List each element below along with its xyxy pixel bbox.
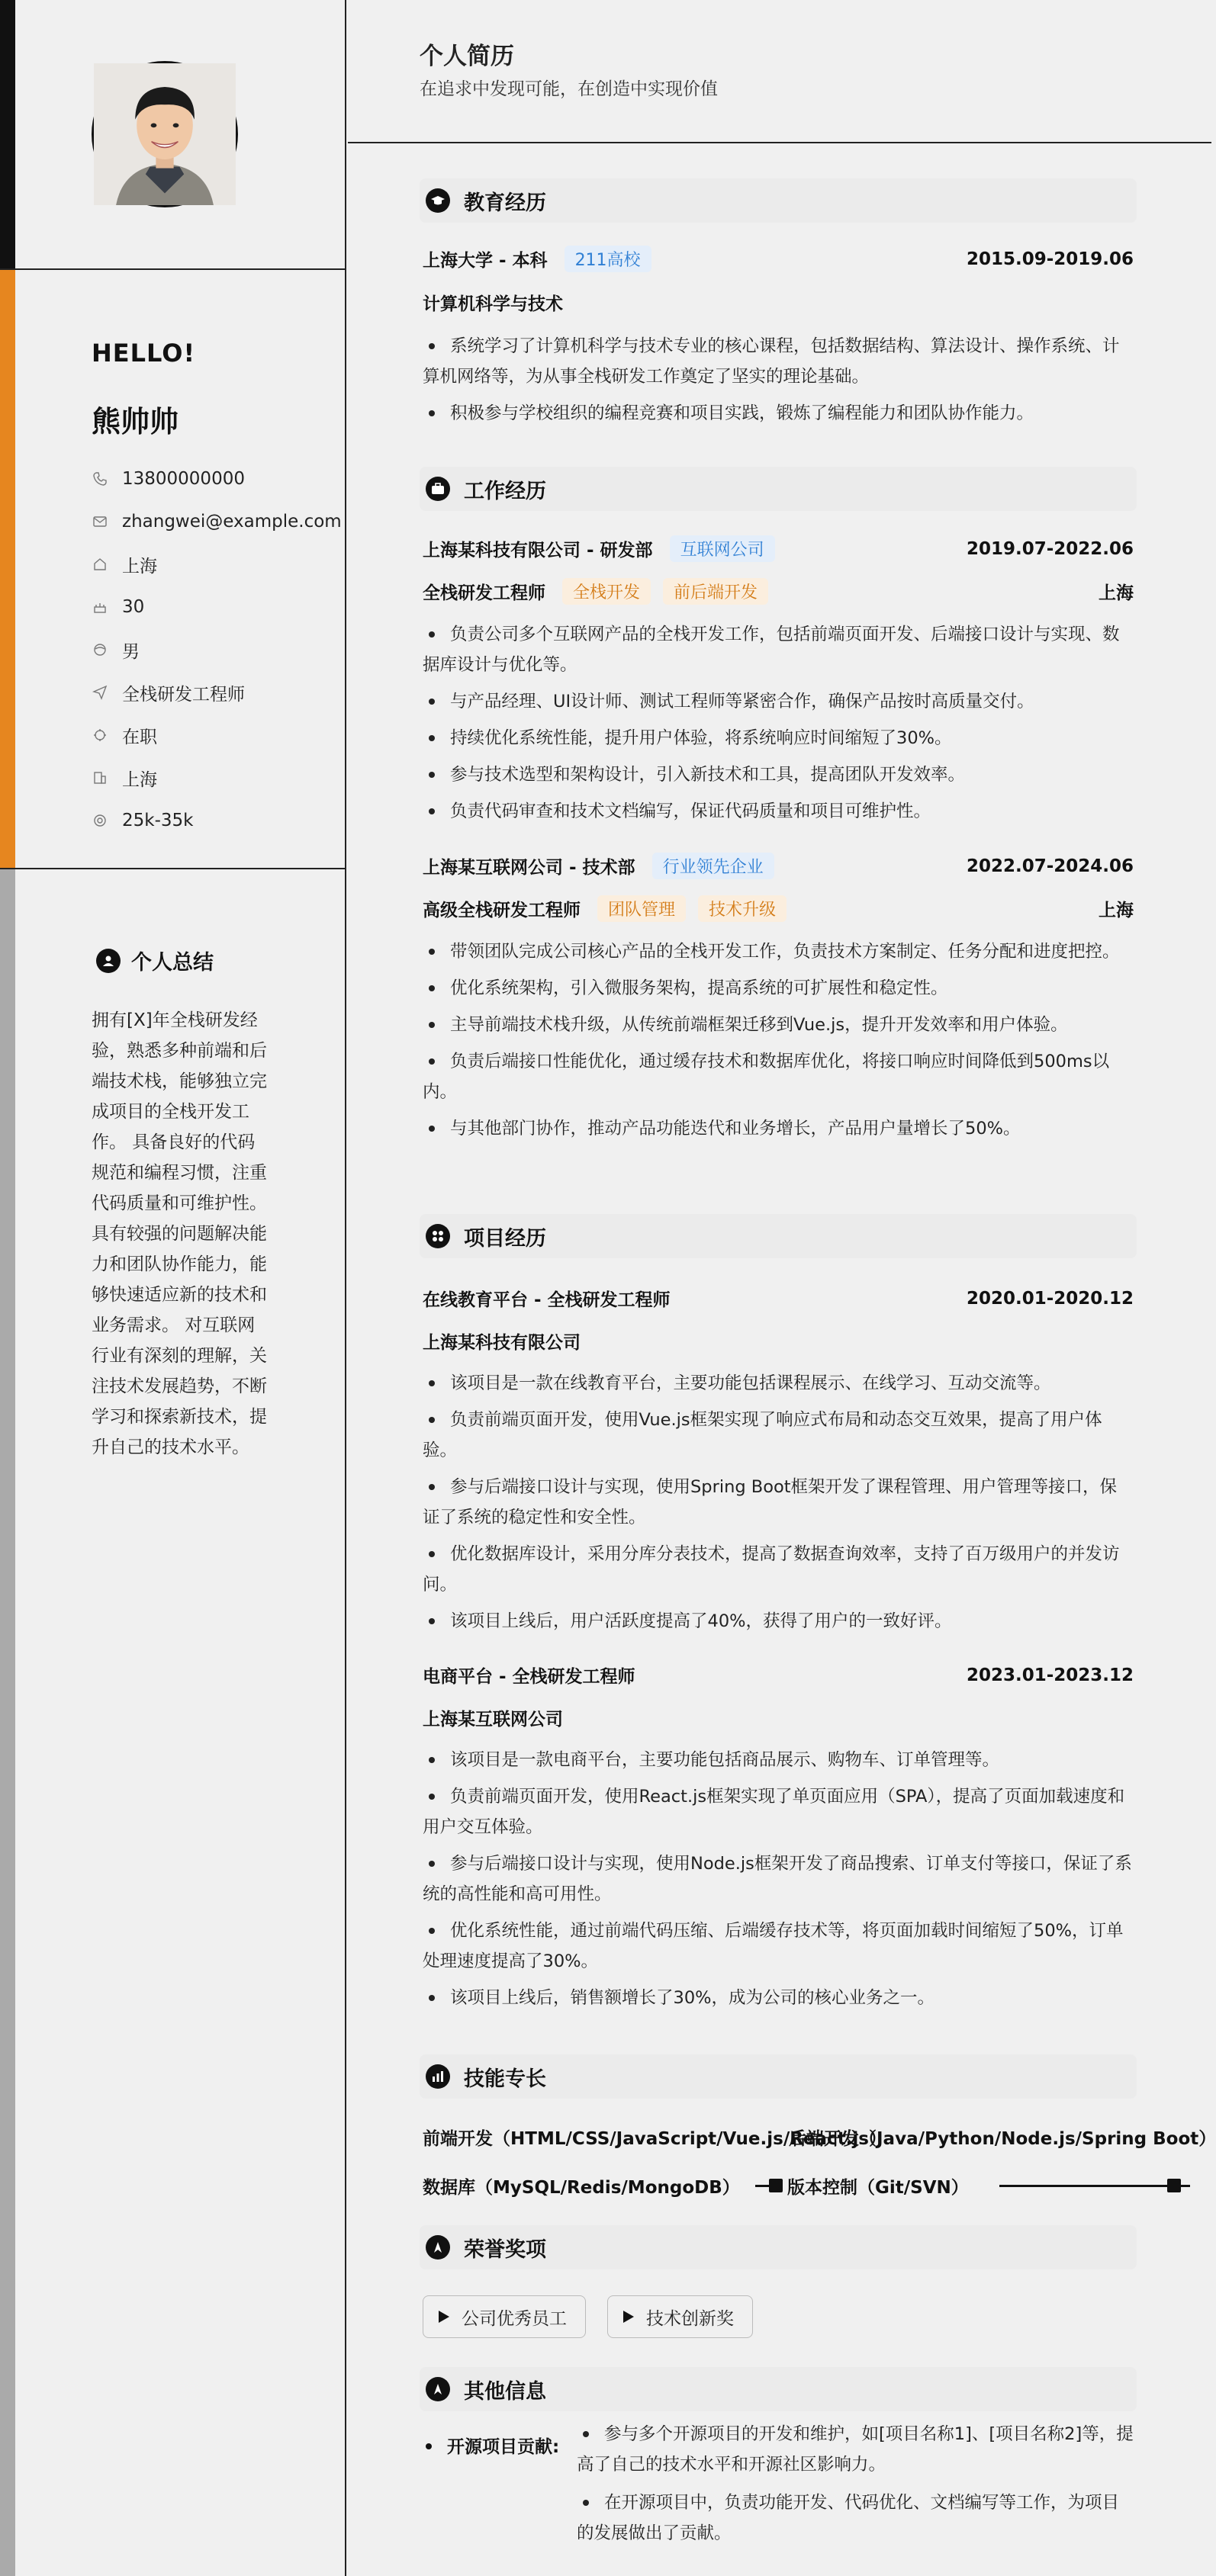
section-skills-title: 技能专长 — [464, 2067, 546, 2091]
summary-title — [96, 946, 214, 975]
sidebar-divider — [0, 868, 346, 869]
play-icon — [623, 2311, 634, 2323]
user-icon — [96, 949, 121, 973]
education-row — [423, 246, 1134, 272]
skill-vcs-bar — [999, 2185, 1190, 2187]
job-1-company: 上海某科技有限公司 - 研发部 — [423, 541, 653, 560]
section-skills-header — [420, 2054, 1137, 2099]
job-2-header — [423, 853, 1134, 879]
education-date: 2015.09-2019.06 — [966, 249, 1134, 269]
hello-heading: HELLO! — [92, 339, 196, 368]
section-projects-header — [420, 1214, 1137, 1258]
job-2-role-tag: 团队管理 — [597, 895, 686, 922]
other-bullet-dot — [426, 2443, 432, 2449]
contact-info-list — [92, 458, 342, 842]
job-2-role-row — [423, 895, 1134, 922]
skill-vcs — [787, 2173, 1190, 2199]
project-2-name: 电商平台 - 全栈研发工程师 — [423, 1667, 635, 1687]
gender-icon — [92, 641, 108, 658]
project-1-name: 在线教育平台 - 全栈研发工程师 — [423, 1290, 671, 1310]
home-icon — [92, 556, 108, 573]
summary-title-text: 个人总结 — [131, 951, 214, 975]
job-1-bullets — [423, 619, 1134, 833]
list-item: 该项目是一款在线教育平台，主要功能包括课程展示、在线学习、互动交流等。 — [423, 1368, 1134, 1399]
summary-text: 拥有[X]年全栈研发经验，熟悉多种前端和后端技术栈，能够独立完成项目的全栈开发工作。 具备良好的代码规范和编程习惯，注重代码质量和可维护性。 具有较强的问题解决能力和团队协作能力，能够快速适应新的技术和业务需求。 对互联网行业有深刻的理解，关注技术发展趋势，不断学习和探索新技术，提升自己的技术水平。 — [92, 1010, 267, 1457]
job-2-company: 上海某互联网公司 - 技术部 — [423, 858, 635, 878]
info-salary — [92, 799, 342, 842]
skill-database-bar — [755, 2185, 777, 2187]
list-item: 积极参与学校组织的编程竞赛和项目实践，锻炼了编程能力和团队协作能力。 — [423, 398, 1134, 429]
job-2-tag: 行业领先企业 — [652, 853, 774, 879]
info-status — [92, 714, 342, 756]
list-item: 主导前端技术栈升级，从传统前端框架迁移到Vue.js，提升开发效率和用户体验。 — [423, 1010, 1134, 1040]
list-item: 系统学习了计算机科学与技术专业的核心课程，包括数据结构、算法设计、操作系统、计算机网络等，为从事全栈研发工作奠定了坚实的理论基础。 — [423, 331, 1134, 392]
section-work-title: 工作经历 — [464, 479, 546, 503]
job-1-role-row — [423, 578, 1134, 605]
info-salary-text: 25k-35k — [122, 811, 194, 830]
education-major: 计算机科学与技术 — [423, 294, 563, 314]
list-item: 该项目是一款电商平台，主要功能包括商品展示、购物车、订单管理等。 — [423, 1745, 1134, 1775]
cake-icon — [92, 599, 108, 615]
job-2-date: 2022.07-2024.06 — [966, 856, 1134, 876]
project-1-bullets — [423, 1368, 1134, 1643]
info-city-text: 上海 — [122, 769, 157, 790]
avatar-portrait-icon — [94, 63, 236, 205]
info-age-text: 30 — [122, 597, 145, 617]
skill-vcs-name: 版本控制（Git/SVN） — [787, 2178, 969, 2198]
list-item: 参与多个开源项目的开发和维护，如[项目名称1]、[项目名称2]等，提高了自己的技术水平和开源社区影响力。 — [577, 2419, 1135, 2480]
avatar — [92, 61, 238, 207]
job-1-city: 上海 — [1099, 583, 1134, 603]
sidebar-divider — [0, 268, 346, 270]
skill-frontend-name: 前端开发（HTML/CSS/JavaScript/Vue.js/React.js） — [423, 2129, 886, 2149]
job-2-role: 高级全栈研发工程师 — [423, 901, 581, 920]
award-icon — [426, 2235, 450, 2260]
sidebar — [0, 0, 346, 2576]
skill-frontend — [423, 2125, 886, 2150]
bar-chart-icon — [426, 2064, 450, 2089]
skill-level-knob — [769, 2179, 783, 2192]
project-1-company: 上海某科技有限公司 — [423, 1333, 581, 1353]
main-content — [348, 0, 1216, 2576]
award-badge — [607, 2295, 753, 2338]
education-bullets — [423, 331, 1134, 435]
education-tag: 211高校 — [565, 246, 651, 272]
section-education-title: 教育经历 — [464, 191, 546, 215]
grid-icon — [426, 1224, 450, 1248]
project-1-header — [423, 1286, 1134, 1311]
other-bullets — [577, 2419, 1135, 2556]
job-1-date: 2019.07-2022.06 — [966, 538, 1134, 559]
section-projects-title: 项目经历 — [464, 1226, 546, 1251]
job-1-role-tag: 前后端开发 — [663, 578, 768, 605]
list-item: 负责代码审查和技术文档编写，保证代码质量和项目可维护性。 — [423, 796, 1134, 827]
page-subtitle: 在追求中发现可能，在创造中实现价值 — [420, 79, 718, 99]
info-city — [92, 756, 342, 799]
project-2-date: 2023.01-2023.12 — [966, 1665, 1134, 1685]
project-2-company: 上海某互联网公司 — [423, 1710, 563, 1730]
list-item: 与产品经理、UI设计师、测试工程师等紧密合作，确保产品按时高质量交付。 — [423, 686, 1134, 717]
list-item: 参与技术选型和架构设计，引入新技术和工具，提高团队开发效率。 — [423, 760, 1134, 790]
award-text: 技术创新奖 — [646, 2308, 734, 2329]
page-title: 个人简历 — [420, 43, 514, 70]
project-2-bullets — [423, 1745, 1134, 2019]
skill-backend-name: 后端开发（Java/Python/Node.js/Spring Boot） — [789, 2129, 1216, 2149]
list-item: 优化数据库设计，采用分库分表技术，提高了数据查询效率，支持了百万级用户的并发访问。 — [423, 1539, 1134, 1600]
graduation-cap-icon — [426, 188, 450, 213]
phone-icon — [92, 471, 108, 487]
job-1-role-tag: 全栈开发 — [562, 578, 651, 605]
info-age — [92, 586, 342, 628]
job-1-header — [423, 535, 1134, 562]
info-phone — [92, 458, 342, 500]
section-awards-title: 荣誉奖项 — [464, 2237, 546, 2262]
list-item: 参与后端接口设计与实现，使用Node.js框架开发了商品搜索、订单支付等接口，保证了系统的高性能和高可用性。 — [423, 1848, 1134, 1910]
status-icon — [92, 727, 108, 744]
briefcase-icon — [426, 477, 450, 501]
sidebar-stripe-grey — [0, 869, 15, 2576]
info-email — [92, 500, 342, 543]
section-work-header — [420, 467, 1137, 511]
skill-database-name: 数据库（MySQL/Redis/MongoDB） — [423, 2178, 740, 2198]
info-gender-text: 男 — [122, 641, 140, 662]
list-item: 持续优化系统性能，提升用户体验，将系统响应时间缩短了30%。 — [423, 723, 1134, 753]
info-position-text: 全栈研发工程师 — [122, 684, 245, 705]
info-position — [92, 671, 342, 714]
education-school: 上海大学 - 本科 — [423, 251, 548, 271]
list-item: 在开源项目中，负责功能开发、代码优化、文档编写等工作，为项目的发展做出了贡献。 — [577, 2488, 1135, 2549]
play-icon — [439, 2311, 449, 2323]
job-2-role-tag: 技术升级 — [698, 895, 787, 922]
other-label: 开源项目贡献: — [447, 2437, 560, 2457]
section-other-header — [420, 2367, 1137, 2411]
list-item: 该项目上线后，用户活跃度提高了40%，获得了用户的一致好评。 — [423, 1606, 1134, 1636]
list-item: 负责前端页面开发，使用React.js框架实现了单页面应用（SPA），提高了页面加载速度和用户交互体验。 — [423, 1781, 1134, 1842]
list-item: 该项目上线后，销售额增长了30%，成为公司的核心业务之一。 — [423, 1983, 1134, 2013]
info-phone-text: 13800000000 — [122, 469, 245, 489]
section-education-header — [420, 178, 1137, 223]
list-item: 负责后端接口性能优化，通过缓存技术和数据库优化，将接口响应时间降低到500ms以内。 — [423, 1046, 1134, 1107]
job-1-tag: 互联网公司 — [670, 535, 775, 562]
list-item: 参与后端接口设计与实现，使用Spring Boot框架开发了课程管理、用户管理等接口，保证了系统的稳定性和安全性。 — [423, 1472, 1134, 1533]
info-email-text: zhangwei@example.com — [122, 512, 342, 532]
skill-database — [423, 2173, 777, 2199]
award-text: 公司优秀员工 — [462, 2308, 567, 2329]
info-home — [92, 543, 342, 586]
list-item: 优化系统架构，引入微服务架构，提高系统的可扩展性和稳定性。 — [423, 973, 1134, 1004]
section-awards-header — [420, 2225, 1137, 2269]
job-2-city: 上海 — [1099, 901, 1134, 920]
job-2-bullets — [423, 936, 1134, 1150]
sidebar-stripe-orange — [0, 270, 15, 868]
skill-level-knob — [1167, 2179, 1181, 2192]
building-icon — [92, 769, 108, 786]
info-status-text: 在职 — [122, 727, 157, 747]
job-1-role: 全栈研发工程师 — [423, 583, 545, 603]
salary-icon — [92, 812, 108, 829]
list-item: 带领团队完成公司核心产品的全栈开发工作，负责技术方案制定、任务分配和进度把控。 — [423, 936, 1134, 967]
list-item: 与其他部门协作，推动产品功能迭代和业务增长，产品用户量增长了50%。 — [423, 1113, 1134, 1144]
person-name: 熊帅帅 — [92, 405, 179, 438]
list-item: 负责前端页面开发，使用Vue.js框架实现了响应式布局和动态交互效果，提高了用户体验。 — [423, 1405, 1134, 1466]
send-icon — [92, 684, 108, 701]
skill-backend — [789, 2125, 1216, 2150]
info-gender — [92, 628, 342, 671]
section-other-title: 其他信息 — [464, 2379, 546, 2404]
list-item: 优化系统性能，通过前端代码压缩、后端缓存技术等，将页面加载时间缩短了50%，订单处理速度提高了30%。 — [423, 1916, 1134, 1977]
project-1-date: 2020.01-2020.12 — [966, 1288, 1134, 1309]
resume-header — [348, 0, 1211, 143]
award-badge — [423, 2295, 586, 2338]
award-icon — [426, 2377, 450, 2401]
sidebar-stripe-black — [0, 0, 15, 268]
project-2-header — [423, 1662, 1134, 1688]
info-home-text: 上海 — [122, 556, 157, 577]
mail-icon — [92, 513, 108, 530]
list-item: 负责公司多个互联网产品的全栈开发工作，包括前端页面开发、后端接口设计与实现、数据库设计与优化等。 — [423, 619, 1134, 680]
